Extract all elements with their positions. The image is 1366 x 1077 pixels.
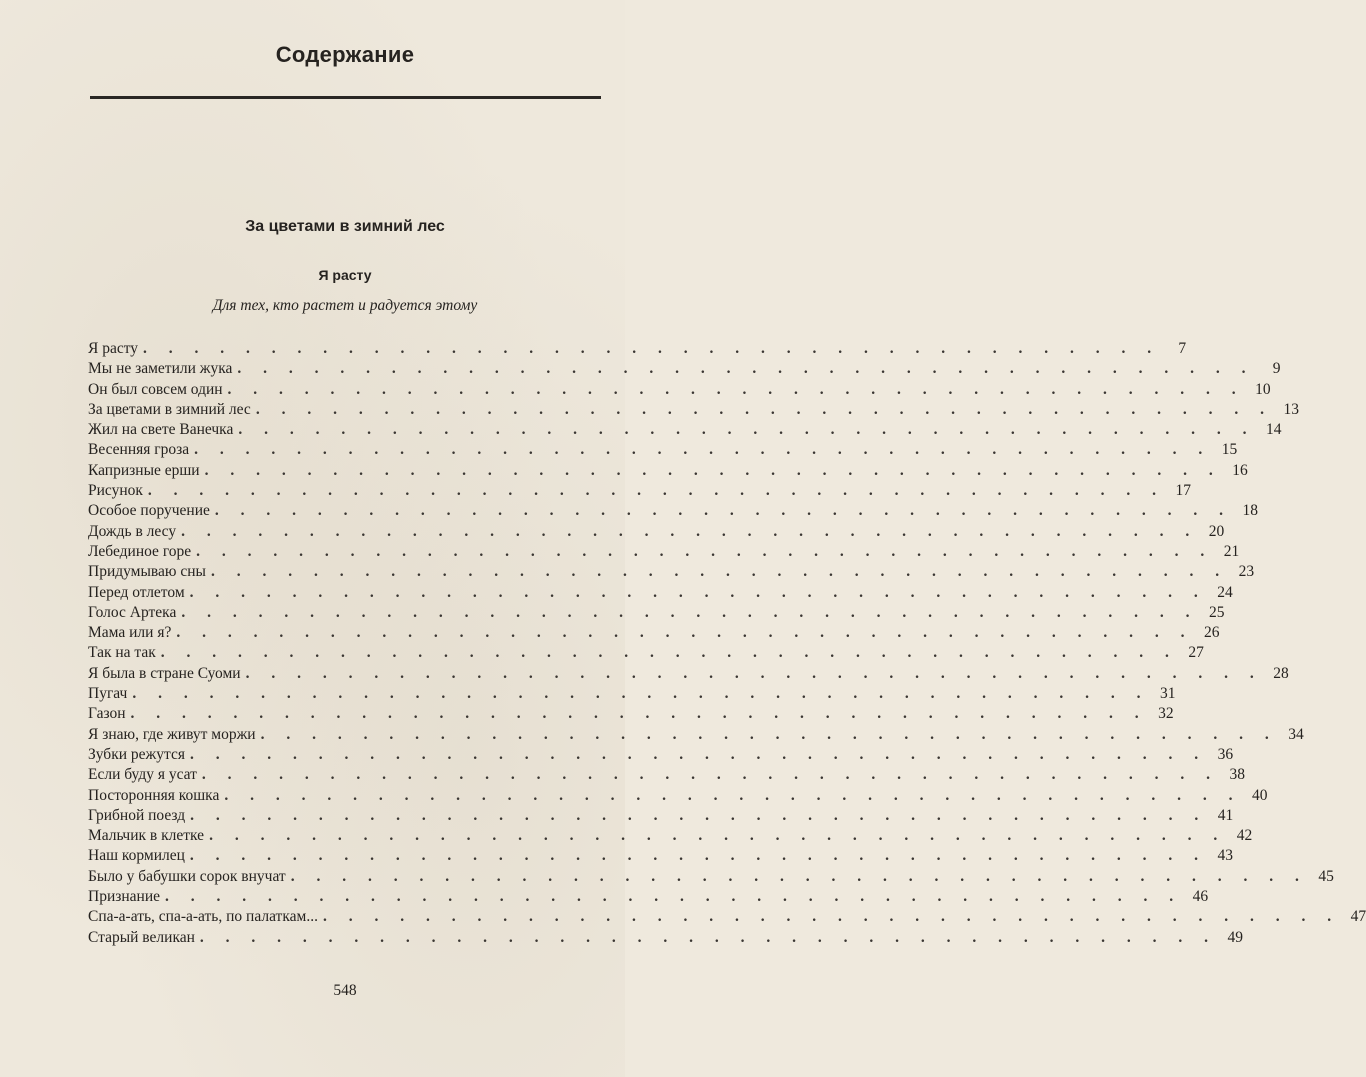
toc-entry — [88, 339, 1187, 359]
toc-entry-page: 18 — [1242, 502, 1259, 520]
toc-entry-title: Дождь в лесу — [88, 522, 177, 540]
toc-entry — [88, 501, 1259, 521]
toc-entry — [88, 481, 1192, 501]
toc-dot-leader: . . . . . . . . . . . . . . . . . . . . . . . . . . . . . . . . . . . . . . . . — [189, 847, 1208, 865]
toc-dot-leader: . . . . . . . . . . . . . . . . . . . . . . . . . . . . . . . . . . . . . . . . — [237, 360, 1255, 378]
toc-entry-page: 21 — [1223, 542, 1240, 560]
toc-entry-title: Весенняя гроза — [88, 441, 190, 459]
toc-entry — [88, 380, 1271, 400]
table-of-contents — [88, 339, 1366, 948]
toc-dot-leader: . . . . . . . . . . . . . . . . . . . . . . . . . . . . . . . . . . . . . . . . — [245, 664, 1263, 682]
toc-entry-title: Мама или я? — [88, 624, 172, 642]
toc-entry — [88, 562, 1255, 582]
toc-entry — [88, 867, 1334, 887]
toc-dot-leader: . . . . . . . . . . . . . . . . . . . . . . . . . . . . . . . . . . . . . . . . — [132, 685, 1150, 703]
toc-entry-title: Мальчик в клетке — [88, 827, 205, 845]
heading-rule — [90, 96, 601, 99]
dedication: Для тех, кто растет и радуется этому — [212, 297, 478, 314]
toc-entry — [88, 440, 1238, 460]
toc-entry — [88, 583, 1233, 603]
toc-dot-leader: . . . . . . . . . . . . . . . . . . . . . . . . . . . . . . . . . . . . . . . . — [181, 522, 1199, 540]
toc-dot-leader: . . . . . . . . . . . . . . . . . . . . . . . . . . . . . . . . . . . . . . . . — [260, 725, 1278, 743]
toc-entry-title: Пугач — [88, 685, 128, 703]
toc-entry-title: Наш кормилец — [88, 847, 185, 865]
toc-entry-title: Было у бабушки сорок внучат — [88, 867, 286, 885]
toc-entry-title: Рисунок — [88, 482, 143, 500]
toc-entry — [88, 603, 1225, 623]
toc-dot-leader: . . . . . . . . . . . . . . . . . . . . . . . . . . . . . . . . . . . . . . . . — [204, 461, 1222, 479]
toc-entry — [88, 643, 1204, 663]
toc-entry — [88, 928, 1244, 948]
toc-entry-page: 25 — [1208, 603, 1225, 621]
page-heading: Содержание — [275, 42, 415, 67]
toc-entry-page: 26 — [1203, 624, 1220, 642]
toc-entry-page: 34 — [1288, 725, 1304, 743]
toc-entry-page: 13 — [1283, 400, 1299, 418]
toc-entry-title: Газон — [88, 705, 126, 723]
toc-entry-title: Перед отлетом — [88, 583, 185, 601]
toc-entry-title: Жил на свете Ванечка — [88, 421, 234, 439]
toc-entry-title: Я расту — [88, 340, 139, 357]
toc-dot-leader: . . . . . . . . . . . . . . . . . . . . . . . . . . . . . . . . . . . . . . . . — [160, 644, 1178, 662]
toc-dot-leader: . . . . . . . . . . . . . . . . . . . . . . . . . . . . . . . . . . . . . . . . — [224, 786, 1242, 804]
toc-entry-page: 36 — [1217, 745, 1234, 763]
toc-entry — [88, 461, 1248, 481]
toc-entry-title: Грибной поезд — [88, 806, 186, 824]
toc-dot-leader: . . . . . . . . . . . . . . . . . . . . . . . . . . . . . . . . . . . . . . . . — [189, 583, 1207, 601]
toc-entry-title: Зубки режутся — [88, 745, 185, 763]
toc-entry-title: Посторонняя кошка — [88, 786, 220, 804]
toc-entry-page: 38 — [1229, 766, 1246, 784]
toc-entry-page: 15 — [1221, 441, 1238, 459]
toc-dot-leader: . . . . . . . . . . . . . . . . . . . . . . . . . . . . . . . . . . . . . . . . — [210, 563, 1229, 581]
toc-dot-leader: . . . . . . . . . . . . . . . . . . . . . . . . . . . . . . . . . . . . . . . . — [209, 827, 1227, 845]
toc-entry — [88, 400, 1299, 420]
toc-dot-leader: . . . . . . . . . . . . . . . . . . . . . . . . . . . . . . . . . . . . . . . . — [290, 867, 1308, 885]
toc-entry-title: Капризные ерши — [88, 461, 200, 479]
toc-dot-leader: . . . . . . . . . . . . . . . . . . . . . . . . . . . . . . . . . . . . . . . . — [194, 441, 1212, 459]
section-title: За цветами в зимний лес — [245, 218, 445, 235]
toc-entry-page: 23 — [1238, 563, 1255, 581]
toc-entry-page: 47 — [1350, 908, 1366, 926]
toc-entry — [88, 846, 1234, 866]
toc-entry — [88, 420, 1282, 440]
toc-entry-page: 40 — [1251, 786, 1268, 804]
toc-entry-page: 28 — [1273, 664, 1289, 682]
toc-entry-page: 10 — [1255, 380, 1271, 398]
toc-entry-title: Мы не заметили жука — [88, 360, 233, 378]
toc-entry-title: Лебединое горе — [88, 542, 192, 560]
toc-entry — [88, 765, 1246, 785]
toc-dot-leader: . . . . . . . . . . . . . . . . . . . . . . . . . . . . . . . . . . . . . . . . — [165, 888, 1183, 906]
toc-entry-page: 7 — [1178, 340, 1187, 357]
toc-entry-page: 9 — [1272, 360, 1281, 378]
toc-entry — [88, 704, 1174, 724]
toc-entry — [88, 806, 1234, 826]
toc-dot-leader: . . . . . . . . . . . . . . . . . . . . . . . . . . . . . . . . . . . . . . . . — [181, 603, 1199, 621]
toc-dot-leader: . . . . . . . . . . . . . . . . . . . . . . . . . . . . . . . . . . . . . . . . — [255, 400, 1273, 418]
toc-dot-leader: . . . . . . . . . . . . . . . . . . . . . . . . . . . . . . . . . . . . . . . . — [130, 705, 1148, 723]
page-number: 548 — [333, 982, 357, 999]
toc-entry-title: Так на так — [88, 644, 156, 662]
toc-dot-leader: . . . . . . . . . . . . . . . . . . . . . . . . . . . . . . . . . . . . . . . . — [322, 908, 1341, 926]
toc-entry-title: Спа-а-ать, спа-а-ать, по палаткам... — [88, 908, 318, 926]
toc-dot-leader: . . . . . . . . . . . . . . . . . . . . . . . . . . . . . . . . . . . . . . . . — [199, 928, 1218, 946]
sub-section-title: Я расту — [318, 267, 372, 283]
toc-entry-page: 27 — [1188, 644, 1204, 662]
toc-entry-page: 16 — [1232, 461, 1248, 479]
toc-entry-title: Если буду я усат — [88, 766, 197, 784]
toc-entry-page: 43 — [1217, 847, 1234, 865]
toc-entry — [88, 887, 1209, 907]
toc-entry-page: 32 — [1158, 705, 1174, 723]
toc-entry — [88, 745, 1234, 765]
toc-dot-leader: . . . . . . . . . . . . . . . . . . . . . . . . . . . . . . . . . . . . . . . . — [176, 624, 1194, 642]
toc-entry-page: 45 — [1318, 867, 1334, 885]
toc-entry-page: 42 — [1236, 827, 1253, 845]
toc-entry — [88, 826, 1253, 846]
toc-entry-title: Я знаю, где живут моржи — [88, 725, 256, 743]
toc-entry-title: Он был совсем один — [88, 380, 223, 398]
toc-entry-title: Я была в стране Суоми — [88, 664, 241, 682]
toc-entry-page: 31 — [1159, 685, 1176, 703]
toc-entry-title: Придумываю сны — [88, 563, 206, 581]
toc-entry-title: За цветами в зимний лес — [88, 400, 251, 418]
toc-dot-leader: . . . . . . . . . . . . . . . . . . . . . . . . . . . . . . . . . . . . . . . . — [227, 380, 1245, 398]
toc-entry-page: 46 — [1192, 888, 1209, 906]
toc-entry — [88, 359, 1281, 379]
toc-entry — [88, 664, 1289, 684]
toc-dot-leader: . . . . . . . . . . . . . . . . . . . . . . . . . . . . . . . . . . . . . . . . — [196, 542, 1214, 560]
toc-entry-page: 41 — [1217, 806, 1234, 824]
toc-dot-leader: . . . . . . . . . . . . . . . . . . . . . . . . . . . . . . . . . . . . . . . . — [189, 745, 1208, 763]
toc-entry-title: Особое поручение — [88, 502, 210, 520]
toc-entry-page: 49 — [1227, 928, 1244, 946]
toc-entry — [88, 725, 1304, 745]
toc-entry — [88, 623, 1220, 643]
toc-dot-leader: . . . . . . . . . . . . . . . . . . . . . . . . . . . . . . . . . . . . . . . . — [190, 806, 1208, 824]
toc-dot-leader: . . . . . . . . . . . . . . . . . . . . . . . . . . . . . . . . . . . . . . . . — [238, 421, 1256, 439]
toc-entry-page: 17 — [1175, 482, 1192, 500]
toc-entry — [88, 542, 1240, 562]
toc-dot-leader: . . . . . . . . . . . . . . . . . . . . . . . . . . . . . . . . . . . . . . . . — [201, 766, 1220, 784]
toc-entry — [88, 786, 1268, 806]
toc-entry-page: 24 — [1217, 583, 1233, 601]
toc-entry-title: Старый великан — [88, 928, 195, 946]
toc-dot-leader: . . . . . . . . . . . . . . . . . . . . . . . . . . . . . . . . . . . . . . . . — [147, 482, 1166, 500]
toc-dot-leader: . . . . . . . . . . . . . . . . . . . . . . . . . . . . . . . . . . . . . . . . — [214, 502, 1233, 520]
toc-entry — [88, 684, 1176, 704]
toc-entry-title: Голос Артека — [88, 603, 177, 621]
toc-entry-title: Признание — [88, 888, 161, 906]
toc-entry-page: 20 — [1208, 522, 1225, 540]
toc-entry — [88, 522, 1225, 542]
toc-entry-page: 14 — [1265, 421, 1282, 439]
toc-entry — [88, 907, 1366, 927]
toc-dot-leader: . . . . . . . . . . . . . . . . . . . . . . . . . . . . . . . . . . . . . . . . — [143, 340, 1161, 357]
